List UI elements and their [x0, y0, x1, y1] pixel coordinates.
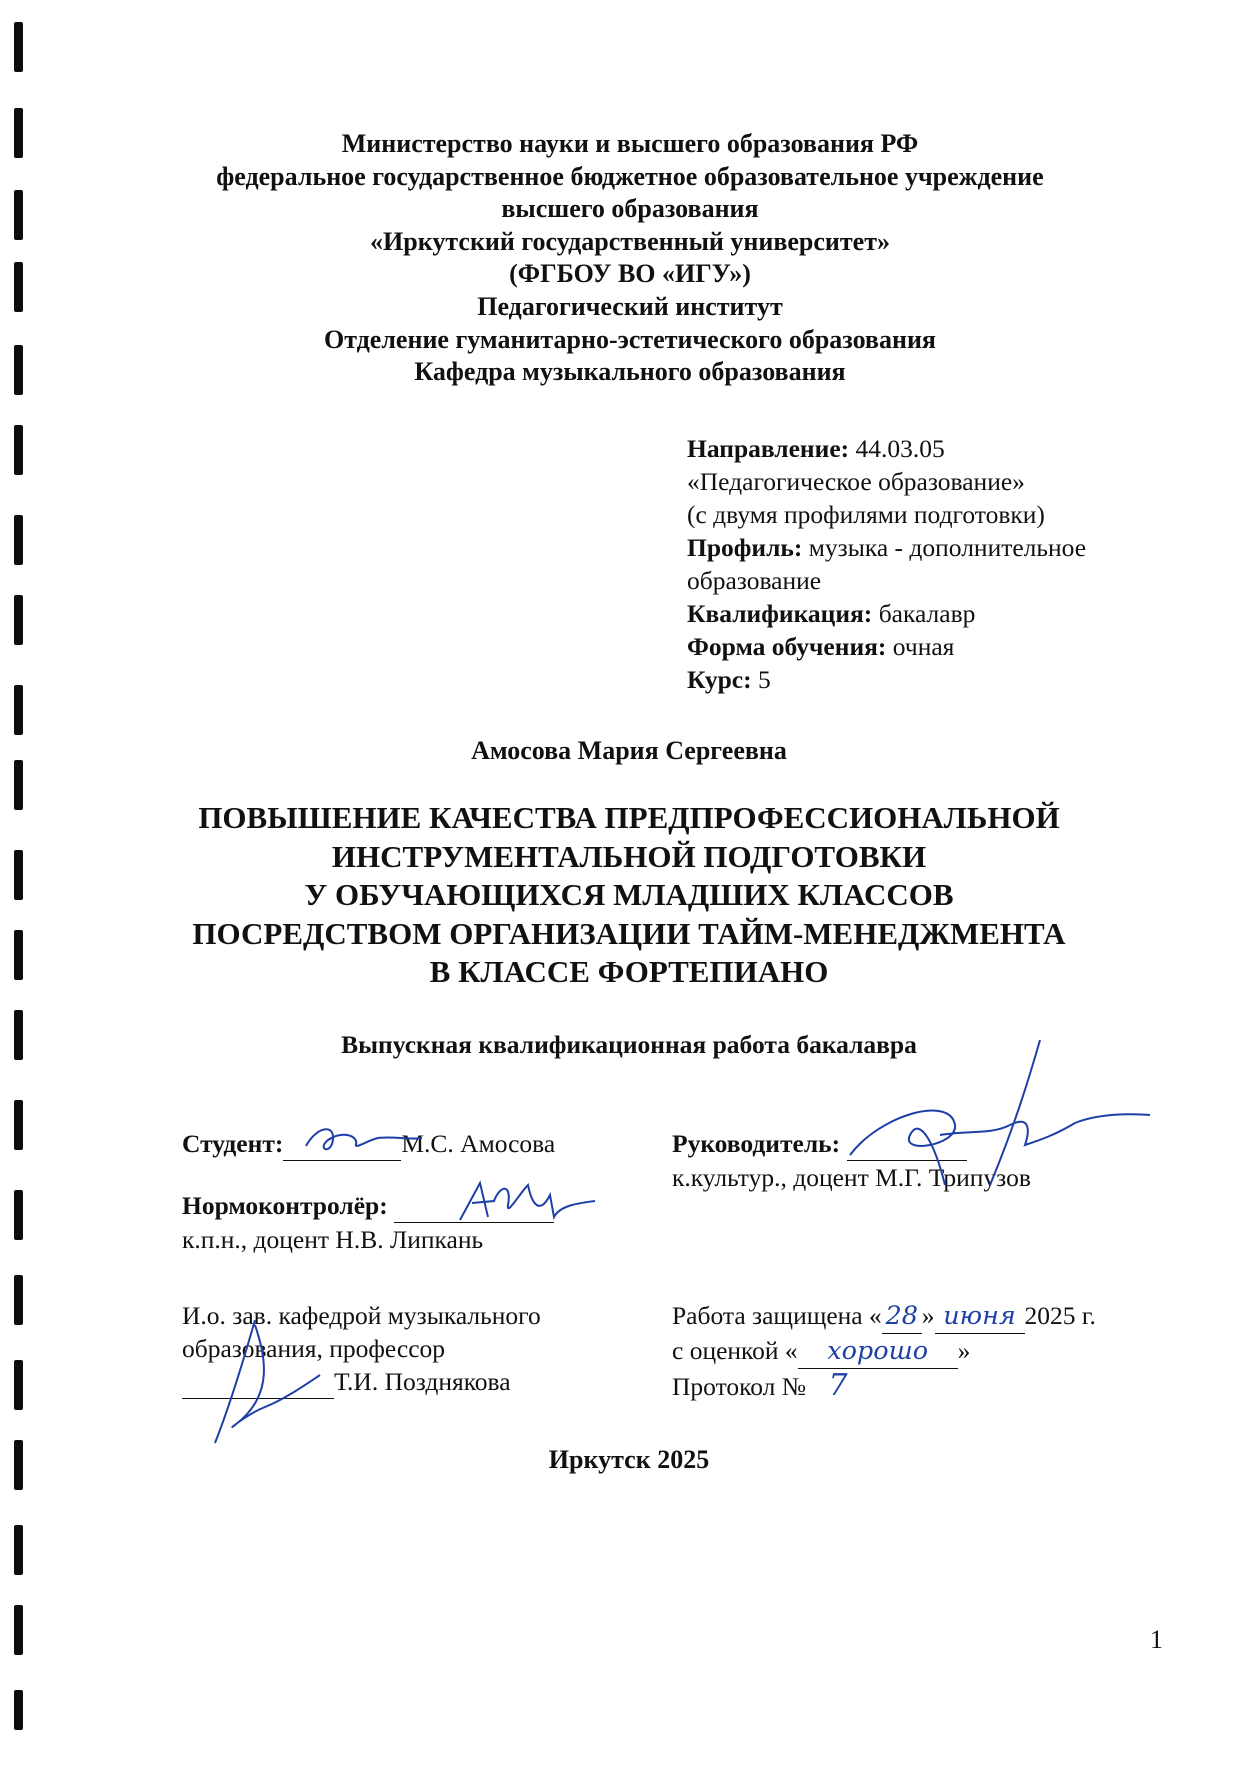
defense-month: июня: [935, 1300, 1025, 1334]
head-title-line1: И.о. зав. кафедрой музыкального: [182, 1301, 541, 1330]
head-name: Т.И. Позднякова: [334, 1367, 511, 1396]
title-line: ИНСТРУМЕНТАЛЬНОЙ ПОДГОТОВКИ: [331, 838, 927, 874]
grade-suffix: »: [957, 1336, 971, 1365]
normcontrol-label: Нормоконтролёр:: [182, 1191, 388, 1220]
direction-label: Направление:: [687, 434, 850, 463]
title-line: ПОСРЕДСТВОМ ОРГАНИЗАЦИИ ТАЙМ-МЕНЕДЖМЕНТА: [192, 915, 1066, 951]
student-label: Студент:: [182, 1129, 284, 1158]
head-title-line2: образования, профессор: [182, 1334, 446, 1363]
defense-prefix: Работа защищена «: [672, 1301, 882, 1330]
defense-grade: хорошо: [798, 1335, 958, 1369]
normcontrol-signature: [450, 1175, 600, 1235]
university-name: «Иркутский государственный университет»: [370, 226, 890, 256]
supervisor-name: к.культур., доцент М.Г. Трипузов: [672, 1163, 1031, 1192]
title-line: ПОВЫШЕНИЕ КАЧЕСТВА ПРЕДПРОФЕССИОНАЛЬНОЙ: [198, 800, 1060, 835]
author-name: Амосова Мария Сергеевна: [471, 736, 787, 765]
defense-year: 2025 г.: [1024, 1301, 1096, 1330]
profile-label: Профиль:: [687, 533, 803, 562]
study-form-value: очная: [892, 632, 955, 661]
work-type: Выпускная квалификационная работа бакалавра: [341, 1030, 917, 1059]
title-line: В КЛАССЕ ФОРТЕПИАНО: [429, 954, 829, 989]
city-year: Иркутск 2025: [548, 1445, 710, 1474]
defense-day: 28: [882, 1300, 922, 1334]
qualification-label: Квалификация:: [687, 599, 873, 628]
defense-mid: »: [921, 1301, 935, 1330]
direction-code: 44.03.05: [855, 434, 945, 463]
normcontrol-name: к.п.н., доцент Н.В. Липкань: [182, 1225, 484, 1254]
page-number: 1: [1150, 1625, 1163, 1654]
university-abbr: (ФГБОУ ВО «ИГУ»): [509, 259, 751, 289]
profile-value: музыка - дополнительное: [808, 533, 1087, 562]
protocol-label: Протокол №: [672, 1372, 807, 1401]
head-signature: [205, 1315, 325, 1450]
ministry-line: Министерство науки и высшего образования РФ: [341, 129, 919, 158]
education-level-line: высшего образования: [501, 194, 759, 224]
student-signature: [298, 1118, 428, 1158]
institute-name: Педагогический институт: [477, 291, 783, 321]
institution-type-line: федеральное государственное бюджетное образовательное учреждение: [216, 161, 1044, 191]
protocol-number: 7: [828, 1368, 848, 1403]
defense-block: [672, 1299, 1096, 1403]
study-form-label: Форма обучения:: [687, 632, 887, 661]
institution-header: [130, 128, 1130, 389]
supervisor-label: Руководитель:: [672, 1129, 841, 1158]
course-label: Курс:: [687, 665, 752, 694]
direction-note: (с двумя профилями подготовки): [687, 500, 1045, 529]
grade-prefix: с оценкой «: [672, 1336, 798, 1365]
course-value: 5: [757, 665, 771, 694]
supervisor-signature: [840, 1035, 1160, 1205]
qualification-value: бакалавр: [878, 599, 976, 628]
student-name: М.С. Амосова: [401, 1129, 556, 1158]
department-name: Кафедра музыкального образования: [414, 357, 846, 387]
thesis-title: [0, 799, 1258, 992]
program-info: [687, 432, 1147, 696]
direction-name: «Педагогическое образование»: [687, 467, 1025, 496]
division-name: Отделение гуманитарно-эстетического образования: [324, 324, 936, 354]
title-line: У ОБУЧАЮЩИХСЯ МЛАДШИХ КЛАССОВ: [304, 877, 954, 912]
profile-value-cont: образование: [687, 566, 822, 595]
